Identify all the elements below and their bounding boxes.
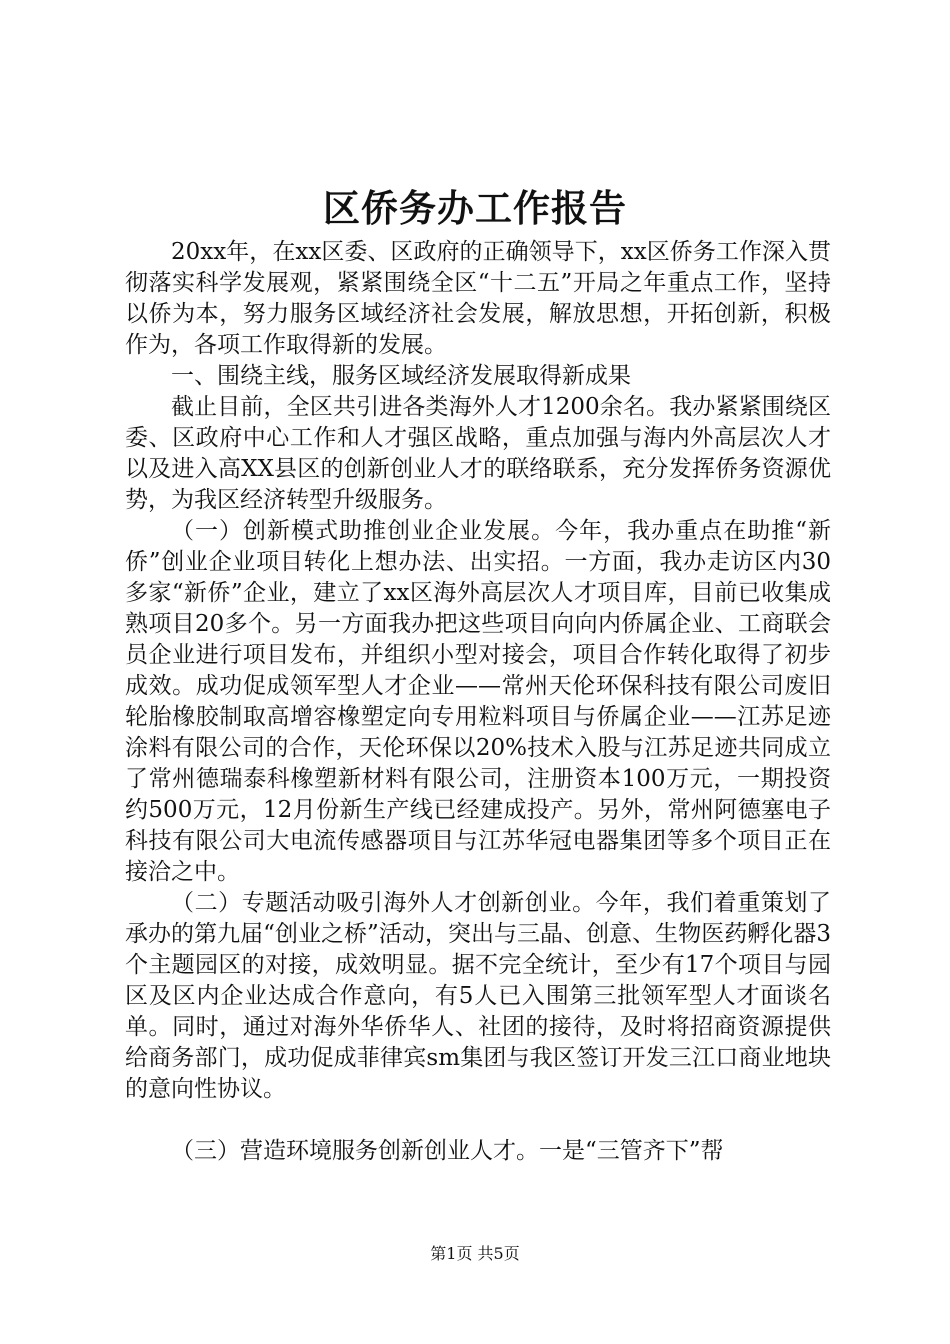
document-body xyxy=(125,237,831,1167)
paragraph-spacer xyxy=(125,1105,831,1136)
page-footer: 第1页 共5页 xyxy=(430,1244,520,1263)
section-heading: 一、围绕主线，服务区域经济发展取得新成果 xyxy=(171,363,631,389)
talent-paragraph: 截止目前，全区共引进各类海外人才1200余名。我办紧紧围绕区委、区政府中心工作和人才强区战略，重点加强与海内外高层次人才以及进入高XX县区的创新创业人才的联络联系，充分发挥侨务资源优势，为我区经济转型升级服务。 xyxy=(125,394,831,513)
subsection-two-paragraph: （二）专题活动吸引海外人才创新创业。今年，我们着重策划了承办的第九届“创业之桥”活动，突出与三晶、创意、生物医药孵化器3个主题园区的对接，成效明显。据不完全统计，至少有17个项目与园区及区内企业达成合作意向，有5人已入围第三批领军型人才面谈名单。同时，通过对海外华侨华人、社团的接待，及时将招商资源提供给商务部门，成功促成菲律宾sm集团与我区签订开发三江口商业地块的意向性协议。 xyxy=(125,890,831,1102)
subsection-one-paragraph: （一）创新模式助推创业企业发展。今年，我办重点在助推“新侨”创业企业项目转化上想办法、出实招。一方面，我办走访区内30多家“新侨”企业，建立了xx区海外高层次人才项目库，目前已收集成熟项目20多个。另一方面我办把这些项目向向内侨属企业、工商联会员企业进行项目发布，并组织小型对接会，项目合作转化取得了初步成效。成功促成领军型人才企业——常州天伦环保科技有限公司废旧轮胎橡胶制取高增容橡塑定向专用粒料项目与侨属企业——江苏足迹涂料有限公司的合作，天伦环保以20%技术入股与江苏足迹共同成立了常州德瑞泰科橡塑新材料有限公司，注册资本100万元，一期投资约500万元，12月份新生产线已经建成投产。另外，常州阿德塞电子科技有限公司大电流传感器项目与江苏华冠电器集团等多个项目正在接洽之中。 xyxy=(125,518,831,885)
intro-paragraph: 20xx年，在xx区委、区政府的正确领导下，xx区侨务工作深入贯彻落实科学发展观，紧紧围绕全区“十二五”开局之年重点工作，坚持以侨为本，努力服务区域经济社会发展，解放思想，开拓创新，积极作为，各项工作取得新的发展。 xyxy=(125,239,831,358)
document-title: 区侨务办工作报告 xyxy=(323,186,627,230)
subsection-three-paragraph: （三）营造环境服务创新创业人才。一是“三管齐下”帮 xyxy=(171,1138,724,1164)
